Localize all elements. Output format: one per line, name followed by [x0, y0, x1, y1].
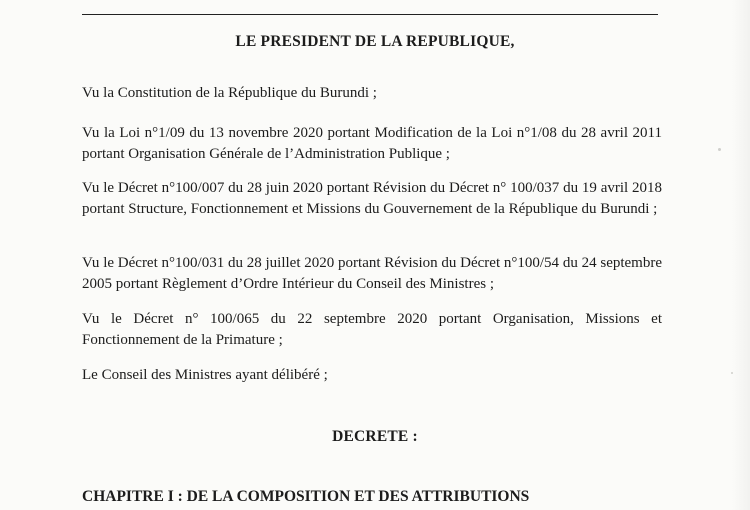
- council-deliberation: Le Conseil des Ministres ayant délibéré ;: [82, 367, 328, 383]
- scan-speck: [731, 372, 733, 374]
- top-rule: [82, 14, 658, 15]
- visa-constitution: Vu la Constitution de la République du Burundi ;: [82, 85, 377, 101]
- scan-edge-shadow: [732, 0, 750, 510]
- document-title: LE PRESIDENT DE LA REPUBLIQUE,: [235, 33, 515, 50]
- chapter-heading: CHAPITRE I : DE LA COMPOSITION ET DES ATTRIBUTIONS: [82, 488, 530, 505]
- scan-speck: [718, 148, 721, 151]
- visa-loi-1-09: Vu la Loi n°1/09 du 13 novembre 2020 portant Modification de la Loi n°1/08 du 28 avril 2011 portant Organisation Générale de l’Administration Publique ;: [82, 125, 662, 162]
- visa-decret-100-031: Vu le Décret n°100/031 du 28 juillet 2020 portant Révision du Décret n°100/54 du 24 septembre 2005 portant Règlement d’Ordre Intérieur du Conseil des Ministres ;: [82, 255, 662, 292]
- visa-decret-100-065: Vu le Décret n° 100/065 du 22 septembre 2020 portant Organisation, Missions et Fonctionnement de la Primature ;: [82, 311, 662, 348]
- decree-heading: DECRETE :: [332, 428, 418, 445]
- visa-decret-100-007: Vu le Décret n°100/007 du 28 juin 2020 portant Révision du Décret n° 100/037 du 19 avril 2018 portant Structure, Fonctionnement et Missions du Gouvernement de la République du Burundi ;: [82, 180, 662, 217]
